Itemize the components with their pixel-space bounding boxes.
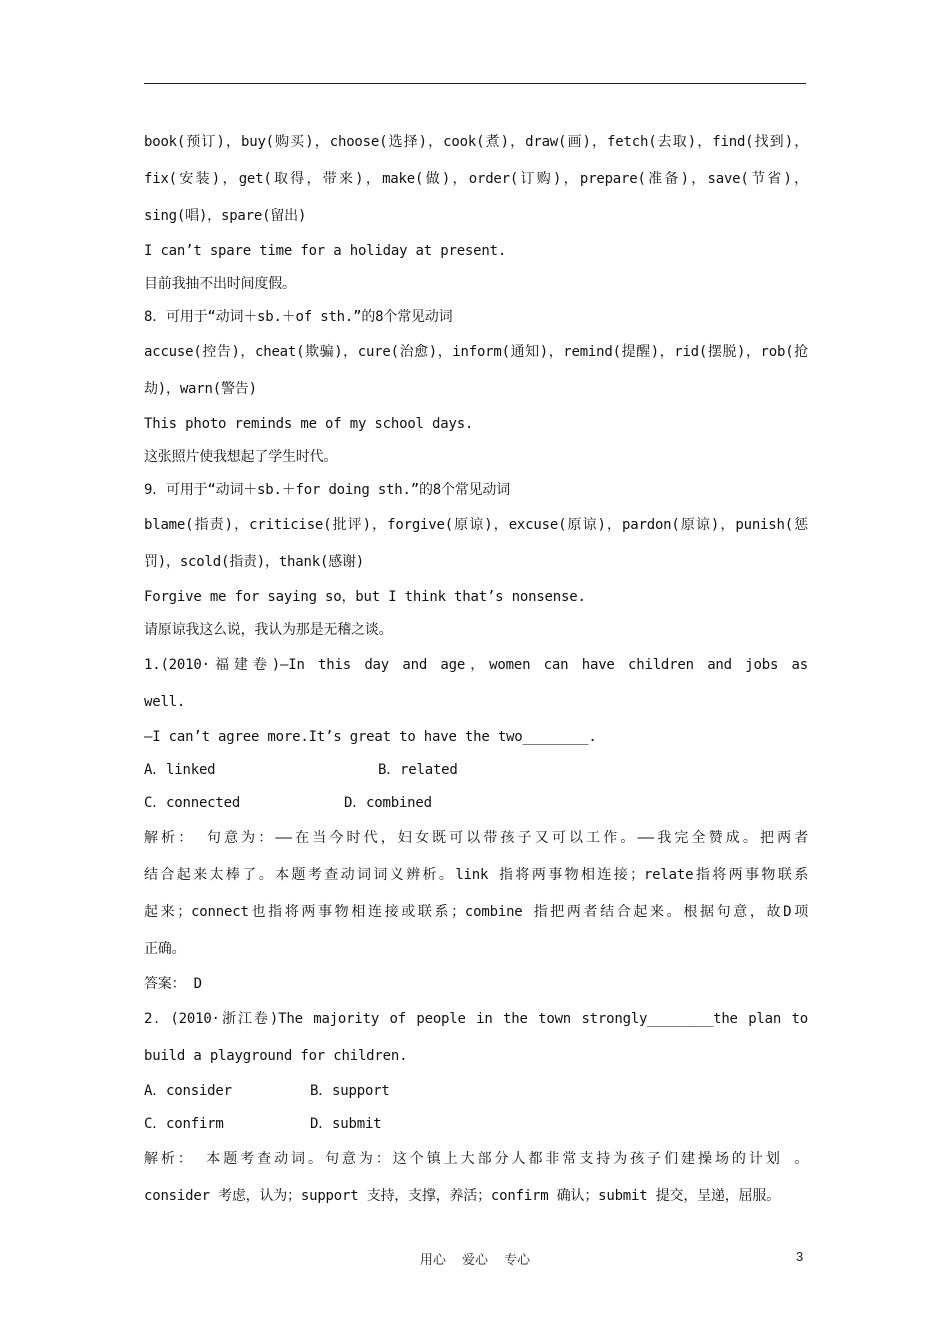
question-1-stem-cont: well. [144, 694, 186, 710]
option-b: B．related [378, 762, 458, 778]
question-1-options-row-1 [144, 754, 808, 787]
verb-list-9-line-1: blame(指责)，criticise(批评)，forgive(原谅)，excuse(原谅)，pardon(原谅)，punish(惩 [144, 517, 808, 533]
section-heading-9: 9．可用于“动词＋sb.＋for doing sth.”的8个常见动词 [144, 482, 511, 498]
example-sentence-zh: 这张照片使我想起了学生时代。 [144, 449, 338, 465]
verb-list-9-line-2: 罚)，scold(指责)，thank(感谢) [144, 554, 365, 570]
verb-list-8-line-1: accuse(控告)，cheat(欺骗)，cure(治愈)，inform(通知)，remind(提醒)，rid(摆脱)，rob(抢 [144, 344, 808, 360]
page-number: 3 [796, 1249, 804, 1264]
page-body [144, 124, 808, 1215]
example-sentence-en: This photo reminds me of my school days. [144, 416, 474, 432]
option-c: C．connected [144, 795, 241, 811]
question-1-reply: —I can’t agree more.It’s great to have the two________. [144, 729, 597, 745]
analysis-2-line-2: consider 考虑，认为；support 支持，支撑，养活；confirm 确认；submit 提交，呈递，屈服。 [144, 1188, 780, 1204]
question-1-options-row-2 [144, 787, 808, 820]
question-2-stem: 2．(2010·浙江卷)The majority of people in the town strongly________the plan to [144, 1011, 808, 1027]
verb-list-line-1: book(预订)，buy(购买)，choose(选择)，cook(煮)，draw(画)，fetch(去取)，find(找到)， [144, 134, 808, 150]
verb-list-line-2: fix(安装)，get(取得，带来)，make(做)，order(订购)，prepare(准备)，save(节省)， [144, 171, 808, 187]
section-heading-8: 8．可用于“动词＋sb.＋of sth.”的8个常见动词 [144, 309, 453, 325]
question-2-stem-cont: build a playground for children. [144, 1048, 408, 1064]
analysis-1-line-2: 结合起来太棒了。本题考查动词词义辨析。link 指将两事物相连接；relate指将两事物联系 [144, 867, 808, 883]
analysis-1-line-4: 正确。 [144, 941, 186, 957]
example-sentence-zh: 请原谅我这么说，我认为那是无稽之谈。 [144, 622, 393, 638]
example-sentence-en: Forgive me for saying so，but I think that’s nonsense. [144, 589, 586, 605]
footer-motto: 用心 爱心 专心 [419, 1253, 531, 1268]
analysis-1-line-1: 解析： 句意为：——在当今时代，妇女既可以带孩子又可以工作。——我完全赞成。把两者 [144, 830, 808, 846]
analysis-2-line-1: 解析： 本题考查动词。句意为：这个镇上大部分人都非常支持为孩子们建操场的计划 。 [144, 1151, 808, 1167]
example-sentence-en: I can’t spare time for a holiday at present. [144, 243, 507, 259]
example-sentence-zh: 目前我抽不出时间度假。 [144, 276, 296, 292]
question-2-options-row-2 [144, 1108, 808, 1141]
option-c: C．confirm [144, 1116, 224, 1132]
question-1-stem: 1.(2010·福建卷)—In this day and age，women can have children and jobs as [144, 657, 808, 673]
option-a: A．consider [144, 1083, 232, 1099]
option-b: B．support [310, 1083, 390, 1099]
analysis-1-line-3: 起来；connect也指将两事物相连接或联系；combine 指把两者结合起来。根据句意，故D项 [144, 904, 808, 920]
verb-list-line-3: sing(唱)，spare(留出) [144, 208, 307, 224]
answer-1: 答案： D [144, 976, 202, 992]
header-rule [144, 83, 806, 84]
option-d: D．submit [310, 1116, 382, 1132]
verb-list-8-line-2: 劫)，warn(警告) [144, 381, 257, 397]
option-d: D．combined [344, 795, 432, 811]
question-2-options-row-1 [144, 1075, 808, 1108]
option-a: A．linked [144, 762, 216, 778]
